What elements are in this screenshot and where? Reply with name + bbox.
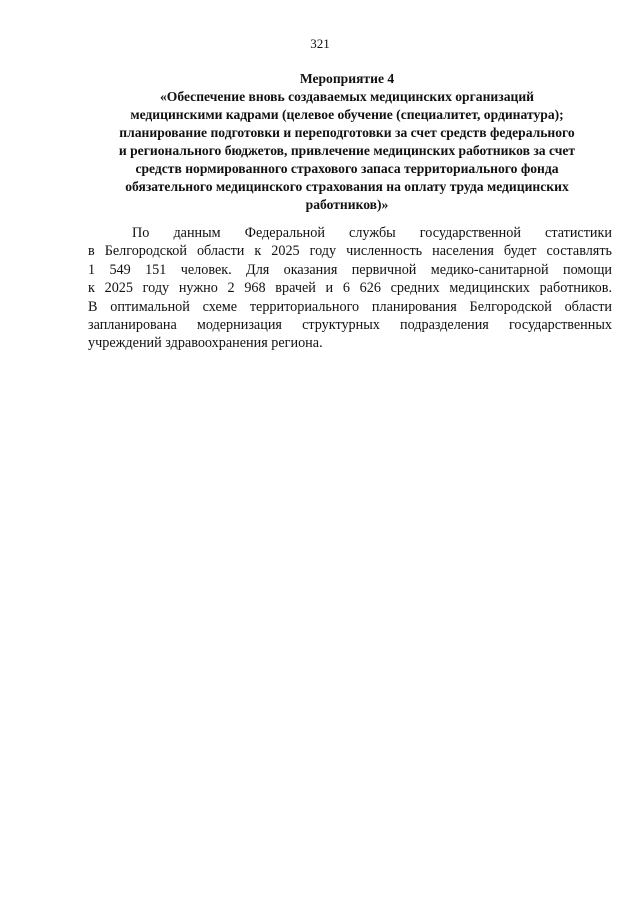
- paragraph-line: в Белгородской области к 2025 году численность населения будет составлять: [88, 243, 612, 260]
- paragraph-line: запланирована модернизация структурных подразделения государственных: [88, 316, 612, 333]
- section-heading: [82, 70, 612, 214]
- body-paragraph: [88, 224, 612, 353]
- paragraph-line: учреждений здравоохранения региона.: [88, 335, 323, 352]
- heading-line: и регионального бюджетов, привлечение медицинских работников за счет: [118, 143, 576, 158]
- paragraph-line: По данным Федеральной службы государственной статистики: [132, 225, 612, 241]
- heading-line: работников)»: [305, 197, 389, 212]
- paragraph-line: к 2025 году нужно 2 968 врачей и 6 626 средних медицинских работников.: [88, 280, 612, 297]
- paragraph-line: В оптимальной схеме территориального планирования Белгородской области: [88, 298, 612, 315]
- heading-line: медицинскими кадрами (целевое обучение (специалитет, ординатура);: [130, 107, 564, 122]
- heading-line: «Обеспечение вновь создаваемых медицинских организаций: [159, 89, 535, 104]
- heading-line: планирование подготовки и переподготовки за счет средств федерального: [119, 125, 575, 140]
- page-number: 321: [310, 36, 330, 51]
- paragraph-line: 1 549 151 человек. Для оказания первичной медико-санитарной помощи: [88, 261, 612, 278]
- heading-title: Мероприятие 4: [299, 71, 395, 86]
- heading-line: средств нормированного страхового запаса территориального фонда: [135, 161, 559, 176]
- heading-line: обязательного медицинского страхования на оплату труда медицинских: [125, 179, 569, 194]
